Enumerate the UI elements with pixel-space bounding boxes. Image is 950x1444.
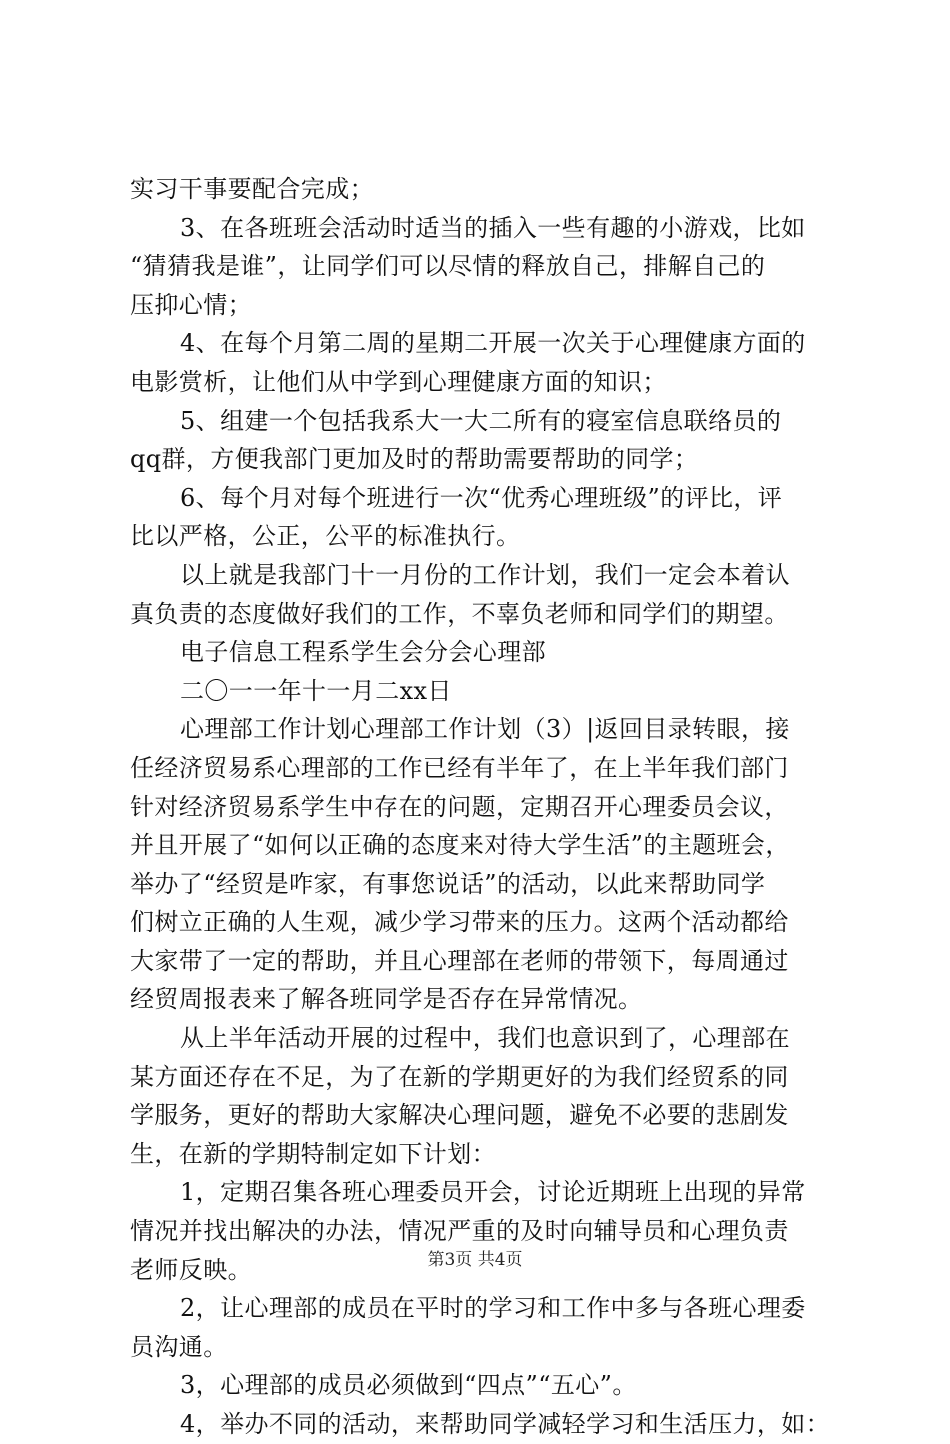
text-line: 实习干事要配合完成；	[130, 175, 374, 203]
text-line: 经贸周报表来了解各班同学是否存在异常情况。	[130, 985, 643, 1014]
text-line: 们树立正确的人生观，减少学习带来的压力。这两个活动都给	[130, 908, 789, 937]
text-line: 情况并找出解决的办法，情况严重的及时向辅导员和心理负责	[130, 1217, 789, 1246]
text-line: 2，让心理部的成员在平时的学习和工作中多与各班心理委	[180, 1294, 806, 1323]
text-line: 从上半年活动开展的过程中，我们也意识到了，心理部在	[180, 1024, 790, 1053]
text-line: 心理部工作计划心理部工作计划（3）|返回目录转眼，接	[180, 715, 790, 744]
text-line: 老师反映。	[130, 1255, 252, 1284]
text-line: “猜猜我是谁”，让同学们可以尽情的释放自己，排解自己的	[130, 252, 766, 281]
text-line: 电子信息工程系学生会分会心理部	[180, 638, 546, 667]
text-line: 并且开展了“如何以正确的态度来对待大学生活”的主题班会，	[130, 831, 790, 860]
text-line: 举办了“经贸是咋家，有事您说话”的活动，以此来帮助同学	[130, 869, 766, 898]
text-line: qq群，方便我部门更加及时的帮助需要帮助的同学；	[130, 445, 699, 474]
text-line: 3、在各班班会活动时适当的插入一些有趣的小游戏，比如	[180, 213, 806, 242]
text-line: 电影赏析，让他们从中学到心理健康方面的知识；	[130, 367, 667, 396]
text-line: 针对经济贸易系学生中存在的问题，定期召开心理委员会议，	[130, 792, 789, 821]
text-line: 二〇一一年十一月二xx日	[180, 676, 452, 705]
text-line: 以上就是我部门十一月份的工作计划，我们一定会本着认	[180, 560, 790, 589]
text-line: 4，举办不同的活动，来帮助同学减轻学习和生活压力，如：	[180, 1410, 831, 1438]
text-line: 学服务，更好的帮助大家解决心理问题，避免不必要的悲剧发	[130, 1101, 789, 1130]
text-line: 真负责的态度做好我们的工作，不辜负老师和同学们的期望。	[130, 599, 789, 628]
text-line: 6、每个月对每个班进行一次“优秀心理班级”的评比，评	[180, 483, 783, 512]
text-line: 比以严格，公正，公平的标准执行。	[130, 522, 521, 551]
text-line: 3，心理部的成员必须做到“四点”“五心”。	[180, 1371, 637, 1400]
text-line: 员沟通。	[130, 1332, 228, 1361]
text-line: 5、组建一个包括我系大一大二所有的寝室信息联络员的	[180, 406, 782, 435]
page-footer: 第3页 共4页	[427, 1250, 523, 1270]
text-line: 生，在新的学期特制定如下计划：	[130, 1139, 496, 1168]
text-line: 大家带了一定的帮助，并且心理部在老师的带领下，每周通过	[130, 946, 789, 975]
text-line: 压抑心情；	[130, 290, 252, 319]
text-line: 1，定期召集各班心理委员开会，讨论近期班上出现的异常	[180, 1178, 806, 1207]
text-line: 4、在每个月第二周的星期二开展一次关于心理健康方面的	[180, 329, 806, 358]
text-line: 任经济贸易系心理部的工作已经有半年了，在上半年我们部门	[130, 753, 789, 782]
text-line: 某方面还存在不足，为了在新的学期更好的为我们经贸系的同	[130, 1062, 789, 1091]
